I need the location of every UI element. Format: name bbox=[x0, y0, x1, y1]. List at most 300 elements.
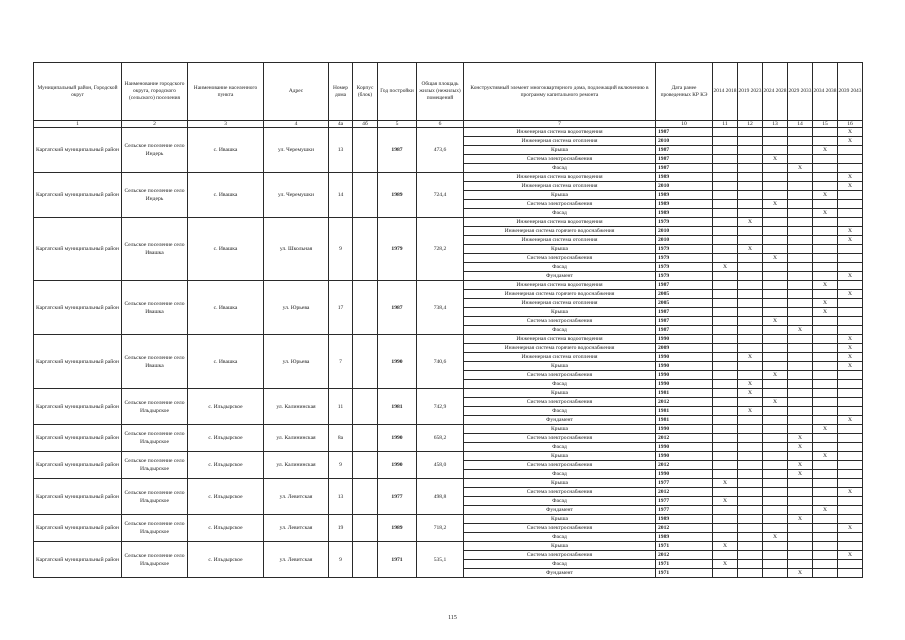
period-mark-cell bbox=[738, 425, 763, 434]
period-mark-cell: Х bbox=[838, 335, 863, 344]
period-mark-cell bbox=[788, 335, 813, 344]
period-mark-cell bbox=[813, 263, 838, 272]
structural-element-cell: Фундамент bbox=[464, 506, 656, 515]
period-mark-cell bbox=[713, 326, 738, 335]
locality-cell: с. Ивашка bbox=[188, 281, 264, 335]
period-mark-cell bbox=[738, 434, 763, 443]
district-cell: Каргатский муниципальный район bbox=[34, 425, 122, 452]
period-mark-cell bbox=[788, 137, 813, 146]
area-cell: 724,4 bbox=[417, 173, 464, 218]
header-row bbox=[34, 63, 863, 121]
prior-repair-date-cell: 1990 bbox=[656, 371, 713, 380]
header-cell: Конструктивный элемент многоквартирного дома, подлежащий включению в программу капитального ремонта bbox=[464, 63, 656, 121]
period-mark-cell bbox=[738, 524, 763, 533]
period-mark-cell bbox=[813, 560, 838, 569]
header-cell: Корпус (блок) bbox=[353, 63, 378, 121]
prior-repair-date-cell: 1989 bbox=[656, 173, 713, 182]
period-mark-cell bbox=[763, 515, 788, 524]
area-cell: 738,4 bbox=[417, 281, 464, 335]
period-mark-cell bbox=[838, 317, 863, 326]
period-mark-cell bbox=[788, 272, 813, 281]
period-mark-cell bbox=[713, 407, 738, 416]
settlement-cell: Сельское поселение село Ильдырское bbox=[122, 515, 188, 542]
period-mark-cell: Х bbox=[763, 533, 788, 542]
period-mark-cell bbox=[838, 371, 863, 380]
period-mark-cell bbox=[763, 164, 788, 173]
prior-repair-date-cell: 1977 bbox=[656, 479, 713, 488]
structural-element-cell: Инженерная система водоотведения bbox=[464, 281, 656, 290]
period-mark-cell: Х bbox=[813, 299, 838, 308]
prior-repair-date-cell: 1987 bbox=[656, 155, 713, 164]
build-year-cell: 1989 bbox=[378, 515, 417, 542]
period-mark-cell bbox=[788, 227, 813, 236]
header-cell: Номер дома bbox=[329, 63, 353, 121]
house-number-cell: 8а bbox=[329, 425, 353, 452]
prior-repair-date-cell: 1989 bbox=[656, 533, 713, 542]
district-cell: Каргатский муниципальный район bbox=[34, 452, 122, 479]
period-mark-cell bbox=[838, 479, 863, 488]
area-cell: 658,2 bbox=[417, 425, 464, 452]
period-mark-cell bbox=[738, 281, 763, 290]
prior-repair-date-cell: 2012 bbox=[656, 434, 713, 443]
district-cell: Каргатский муниципальный район bbox=[34, 173, 122, 218]
column-number: 2 bbox=[122, 121, 188, 128]
period-mark-cell bbox=[763, 236, 788, 245]
period-mark-cell bbox=[788, 353, 813, 362]
period-mark-cell bbox=[763, 227, 788, 236]
period-mark-cell bbox=[788, 290, 813, 299]
column-number: 7 bbox=[464, 121, 656, 128]
period-mark-cell bbox=[738, 155, 763, 164]
period-mark-cell: Х bbox=[838, 182, 863, 191]
period-mark-cell bbox=[713, 245, 738, 254]
prior-repair-date-cell: 1990 bbox=[656, 470, 713, 479]
period-mark-cell bbox=[763, 218, 788, 227]
prior-repair-date-cell: 2012 bbox=[656, 524, 713, 533]
street-cell: ул. Левитская bbox=[264, 479, 329, 515]
column-number: 11 bbox=[713, 121, 738, 128]
period-mark-cell bbox=[713, 173, 738, 182]
prior-repair-date-cell: 1977 bbox=[656, 506, 713, 515]
header-cell: Дата ранее проведенных КР КЭ bbox=[656, 63, 713, 121]
period-mark-cell bbox=[813, 200, 838, 209]
period-mark-cell bbox=[713, 155, 738, 164]
period-mark-cell bbox=[813, 551, 838, 560]
period-mark-cell bbox=[788, 533, 813, 542]
house-number-cell: 14 bbox=[329, 173, 353, 218]
structural-element-cell: Система электроснабжения bbox=[464, 254, 656, 263]
period-mark-cell bbox=[763, 335, 788, 344]
street-cell: ул. Левитская bbox=[264, 542, 329, 578]
structural-element-cell: Фасад bbox=[464, 560, 656, 569]
period-mark-cell bbox=[713, 515, 738, 524]
period-mark-cell bbox=[813, 128, 838, 137]
period-mark-cell bbox=[763, 569, 788, 578]
structural-element-cell: Фасад bbox=[464, 209, 656, 218]
period-mark-cell bbox=[713, 191, 738, 200]
area-cell: 458,0 bbox=[417, 452, 464, 479]
prior-repair-date-cell: 1981 bbox=[656, 407, 713, 416]
period-mark-cell bbox=[813, 335, 838, 344]
structural-element-cell: Инженерная система отопления bbox=[464, 353, 656, 362]
period-mark-cell: Х bbox=[813, 191, 838, 200]
period-mark-cell: Х bbox=[763, 155, 788, 164]
header-cell: Общая площадь жилых (нежилых) помещений bbox=[417, 63, 464, 121]
period-mark-cell: Х bbox=[813, 506, 838, 515]
prior-repair-date-cell: 2010 bbox=[656, 236, 713, 245]
period-mark-cell bbox=[738, 326, 763, 335]
period-mark-cell bbox=[713, 209, 738, 218]
period-mark-cell bbox=[838, 452, 863, 461]
period-mark-cell bbox=[838, 560, 863, 569]
period-mark-cell: Х bbox=[713, 542, 738, 551]
period-mark-cell bbox=[738, 443, 763, 452]
period-mark-cell bbox=[763, 425, 788, 434]
column-number: 13 bbox=[763, 121, 788, 128]
period-mark-cell bbox=[763, 524, 788, 533]
column-number: 15 bbox=[813, 121, 838, 128]
structural-element-cell: Система электроснабжения bbox=[464, 488, 656, 497]
period-mark-cell bbox=[738, 479, 763, 488]
period-mark-cell bbox=[763, 182, 788, 191]
block-cell bbox=[353, 335, 378, 389]
build-year-cell: 1987 bbox=[378, 281, 417, 335]
period-mark-cell: Х bbox=[838, 227, 863, 236]
prior-repair-date-cell: 2005 bbox=[656, 299, 713, 308]
column-number: 10 bbox=[656, 121, 713, 128]
header-cell: Наименование городского округа, городского (сельского) поселения bbox=[122, 63, 188, 121]
period-mark-cell bbox=[763, 146, 788, 155]
period-mark-cell bbox=[788, 191, 813, 200]
structural-element-cell: Фундамент bbox=[464, 272, 656, 281]
period-mark-cell: Х bbox=[813, 425, 838, 434]
prior-repair-date-cell: 1987 bbox=[656, 326, 713, 335]
prior-repair-date-cell: 1979 bbox=[656, 263, 713, 272]
prior-repair-date-cell: 1971 bbox=[656, 542, 713, 551]
district-cell: Каргатский муниципальный район bbox=[34, 218, 122, 281]
house-number-cell: 9 bbox=[329, 542, 353, 578]
period-mark-cell bbox=[813, 182, 838, 191]
period-mark-cell bbox=[788, 308, 813, 317]
district-cell: Каргатский муниципальный район bbox=[34, 542, 122, 578]
period-mark-cell bbox=[763, 362, 788, 371]
period-mark-cell bbox=[713, 488, 738, 497]
period-mark-cell: Х bbox=[763, 200, 788, 209]
period-mark-cell bbox=[838, 380, 863, 389]
period-mark-cell: Х bbox=[838, 551, 863, 560]
period-mark-cell bbox=[763, 434, 788, 443]
period-mark-cell bbox=[813, 245, 838, 254]
period-mark-cell: Х bbox=[838, 524, 863, 533]
table-row bbox=[34, 515, 863, 524]
period-mark-cell: Х bbox=[788, 164, 813, 173]
structural-element-cell: Крыша bbox=[464, 245, 656, 254]
structural-element-cell: Система электроснабжения bbox=[464, 398, 656, 407]
period-mark-cell: Х bbox=[813, 146, 838, 155]
settlement-cell: Сельское поселение село Ильдырское bbox=[122, 425, 188, 452]
build-year-cell: 1979 bbox=[378, 218, 417, 281]
area-cell: 742,9 bbox=[417, 389, 464, 425]
locality-cell: с. Ильдырское bbox=[188, 479, 264, 515]
locality-cell: с. Ильдырское bbox=[188, 452, 264, 479]
period-mark-cell bbox=[713, 416, 738, 425]
period-mark-cell: Х bbox=[838, 488, 863, 497]
structural-element-cell: Фасад bbox=[464, 470, 656, 479]
period-mark-cell bbox=[738, 236, 763, 245]
period-mark-cell bbox=[788, 299, 813, 308]
structural-element-cell: Система электроснабжения bbox=[464, 434, 656, 443]
column-number: 6 bbox=[417, 121, 464, 128]
period-mark-cell bbox=[713, 344, 738, 353]
period-mark-cell bbox=[788, 479, 813, 488]
period-mark-cell bbox=[813, 389, 838, 398]
period-mark-cell bbox=[763, 128, 788, 137]
period-mark-cell bbox=[813, 479, 838, 488]
prior-repair-date-cell: 2012 bbox=[656, 398, 713, 407]
prior-repair-date-cell: 1987 bbox=[656, 308, 713, 317]
period-mark-cell bbox=[738, 452, 763, 461]
period-mark-cell bbox=[763, 137, 788, 146]
period-mark-cell bbox=[838, 299, 863, 308]
period-mark-cell bbox=[813, 155, 838, 164]
period-mark-cell: Х bbox=[813, 281, 838, 290]
period-mark-cell bbox=[763, 281, 788, 290]
period-mark-cell bbox=[813, 254, 838, 263]
prior-repair-date-cell: 1987 bbox=[656, 317, 713, 326]
period-mark-cell bbox=[763, 443, 788, 452]
column-number: 14 bbox=[788, 121, 813, 128]
prior-repair-date-cell: 1971 bbox=[656, 569, 713, 578]
period-mark-cell: Х bbox=[838, 416, 863, 425]
street-cell: ул. Калининская bbox=[264, 389, 329, 425]
period-mark-cell bbox=[788, 389, 813, 398]
period-mark-cell bbox=[838, 263, 863, 272]
prior-repair-date-cell: 1981 bbox=[656, 389, 713, 398]
settlement-cell: Сельское поселение село Ильдырское bbox=[122, 542, 188, 578]
period-mark-cell bbox=[738, 461, 763, 470]
block-cell bbox=[353, 218, 378, 281]
period-mark-cell bbox=[763, 416, 788, 425]
period-mark-cell: Х bbox=[838, 173, 863, 182]
period-mark-cell bbox=[813, 218, 838, 227]
table-row bbox=[34, 281, 863, 290]
period-mark-cell bbox=[738, 344, 763, 353]
structural-element-cell: Инженерная система отопления bbox=[464, 137, 656, 146]
period-mark-cell bbox=[813, 380, 838, 389]
period-mark-cell bbox=[763, 344, 788, 353]
structural-element-cell: Крыша bbox=[464, 191, 656, 200]
period-mark-cell bbox=[813, 137, 838, 146]
period-mark-cell bbox=[813, 317, 838, 326]
period-mark-cell bbox=[763, 263, 788, 272]
period-mark-cell bbox=[838, 470, 863, 479]
period-mark-cell bbox=[738, 299, 763, 308]
period-mark-cell: Х bbox=[813, 209, 838, 218]
prior-repair-date-cell: 1979 bbox=[656, 254, 713, 263]
house-number-cell: 19 bbox=[329, 515, 353, 542]
prior-repair-date-cell: 2009 bbox=[656, 344, 713, 353]
period-mark-cell bbox=[813, 569, 838, 578]
period-mark-cell bbox=[738, 263, 763, 272]
structural-element-cell: Фасад bbox=[464, 380, 656, 389]
page-number: 115 bbox=[448, 615, 457, 621]
period-mark-cell: Х bbox=[813, 308, 838, 317]
prior-repair-date-cell: 1981 bbox=[656, 416, 713, 425]
period-mark-cell bbox=[813, 173, 838, 182]
period-mark-cell bbox=[738, 200, 763, 209]
structural-element-cell: Инженерная система водоотведения bbox=[464, 218, 656, 227]
period-mark-cell bbox=[813, 353, 838, 362]
period-mark-cell bbox=[838, 254, 863, 263]
header-cell: Год постройки bbox=[378, 63, 417, 121]
structural-element-cell: Фасад bbox=[464, 326, 656, 335]
prior-repair-date-cell: 1979 bbox=[656, 218, 713, 227]
structural-element-cell: Инженерная система отопления bbox=[464, 182, 656, 191]
period-mark-cell bbox=[813, 398, 838, 407]
period-mark-cell bbox=[813, 164, 838, 173]
period-mark-cell bbox=[788, 182, 813, 191]
period-mark-cell bbox=[813, 272, 838, 281]
period-mark-cell bbox=[788, 245, 813, 254]
prior-repair-date-cell: 1987 bbox=[656, 128, 713, 137]
period-mark-cell bbox=[813, 461, 838, 470]
period-mark-cell bbox=[738, 506, 763, 515]
period-mark-cell bbox=[713, 227, 738, 236]
table-row bbox=[34, 218, 863, 227]
structural-element-cell: Система электроснабжения bbox=[464, 317, 656, 326]
period-mark-cell bbox=[738, 128, 763, 137]
period-mark-cell bbox=[813, 515, 838, 524]
period-mark-cell bbox=[713, 524, 738, 533]
structural-element-cell: Крыша bbox=[464, 479, 656, 488]
structural-element-cell: Инженерная система водоотведения bbox=[464, 173, 656, 182]
structural-element-cell: Фасад bbox=[464, 443, 656, 452]
structural-element-cell: Система электроснабжения bbox=[464, 155, 656, 164]
prior-repair-date-cell: 1990 bbox=[656, 425, 713, 434]
area-cell: 740,6 bbox=[417, 335, 464, 389]
period-mark-cell bbox=[813, 407, 838, 416]
settlement-cell: Сельское поселение село Ивашка bbox=[122, 335, 188, 389]
prior-repair-date-cell: 1990 bbox=[656, 335, 713, 344]
header-cell: 2024 2028 bbox=[763, 63, 788, 121]
period-mark-cell bbox=[813, 290, 838, 299]
period-mark-cell bbox=[838, 569, 863, 578]
period-mark-cell: Х bbox=[788, 470, 813, 479]
period-mark-cell bbox=[838, 515, 863, 524]
period-mark-cell bbox=[788, 200, 813, 209]
period-mark-cell bbox=[838, 200, 863, 209]
period-mark-cell: Х bbox=[763, 254, 788, 263]
locality-cell: с. Ильдырское bbox=[188, 515, 264, 542]
period-mark-cell: Х bbox=[838, 353, 863, 362]
table-row bbox=[34, 479, 863, 488]
period-mark-cell bbox=[738, 146, 763, 155]
period-mark-cell bbox=[713, 506, 738, 515]
period-mark-cell: Х bbox=[788, 326, 813, 335]
block-cell bbox=[353, 452, 378, 479]
house-number-cell: 13 bbox=[329, 479, 353, 515]
period-mark-cell bbox=[763, 407, 788, 416]
prior-repair-date-cell: 1987 bbox=[656, 146, 713, 155]
period-mark-cell bbox=[813, 497, 838, 506]
prior-repair-date-cell: 2012 bbox=[656, 461, 713, 470]
build-year-cell: 1990 bbox=[378, 425, 417, 452]
structural-element-cell: Фундамент bbox=[464, 569, 656, 578]
settlement-cell: Сельское поселение село Ивашка bbox=[122, 218, 188, 281]
area-cell: 728,2 bbox=[417, 218, 464, 281]
build-year-cell: 1981 bbox=[378, 389, 417, 425]
period-mark-cell bbox=[763, 488, 788, 497]
period-mark-cell bbox=[738, 362, 763, 371]
period-mark-cell bbox=[713, 254, 738, 263]
structural-element-cell: Система электроснабжения bbox=[464, 524, 656, 533]
period-mark-cell bbox=[738, 317, 763, 326]
prior-repair-date-cell: 2010 bbox=[656, 137, 713, 146]
period-mark-cell bbox=[763, 308, 788, 317]
period-mark-cell bbox=[713, 353, 738, 362]
header-cell: 2029 2033 bbox=[788, 63, 813, 121]
header-cell: 2039 2043 bbox=[838, 63, 863, 121]
period-mark-cell: Х bbox=[738, 380, 763, 389]
structural-element-cell: Система электроснабжения bbox=[464, 461, 656, 470]
prior-repair-date-cell: 1989 bbox=[656, 191, 713, 200]
period-mark-cell bbox=[713, 551, 738, 560]
district-cell: Каргатский муниципальный район bbox=[34, 128, 122, 173]
house-number-cell: 13 bbox=[329, 128, 353, 173]
period-mark-cell bbox=[838, 497, 863, 506]
structural-element-cell: Фасад bbox=[464, 497, 656, 506]
table-body bbox=[34, 128, 863, 578]
build-year-cell: 1971 bbox=[378, 542, 417, 578]
period-mark-cell bbox=[788, 209, 813, 218]
period-mark-cell: Х bbox=[813, 452, 838, 461]
period-mark-cell bbox=[763, 173, 788, 182]
prior-repair-date-cell: 1987 bbox=[656, 164, 713, 173]
structural-element-cell: Система электроснабжения bbox=[464, 200, 656, 209]
period-mark-cell bbox=[838, 155, 863, 164]
area-cell: 498,8 bbox=[417, 479, 464, 515]
street-cell: ул. Юрьева bbox=[264, 281, 329, 335]
period-mark-cell bbox=[838, 218, 863, 227]
house-number-cell: 9 bbox=[329, 218, 353, 281]
settlement-cell: Сельское поселение село Индерь bbox=[122, 128, 188, 173]
column-number: 4а bbox=[329, 121, 353, 128]
structural-element-cell: Крыша bbox=[464, 146, 656, 155]
column-number: 3 bbox=[188, 121, 264, 128]
district-cell: Каргатский муниципальный район bbox=[34, 389, 122, 425]
locality-cell: с. Ильдырское bbox=[188, 389, 264, 425]
house-number-cell: 7 bbox=[329, 335, 353, 389]
period-mark-cell bbox=[813, 533, 838, 542]
period-mark-cell bbox=[788, 344, 813, 353]
period-mark-cell bbox=[738, 515, 763, 524]
period-mark-cell bbox=[788, 155, 813, 164]
prior-repair-date-cell: 2010 bbox=[656, 227, 713, 236]
period-mark-cell: Х bbox=[738, 389, 763, 398]
period-mark-cell bbox=[713, 164, 738, 173]
header-cell: Адрес bbox=[264, 63, 329, 121]
period-mark-cell bbox=[738, 398, 763, 407]
block-cell bbox=[353, 128, 378, 173]
period-mark-cell bbox=[788, 128, 813, 137]
structural-element-cell: Крыша bbox=[464, 308, 656, 317]
settlement-cell: Сельское поселение село Ильдырское bbox=[122, 389, 188, 425]
period-mark-cell bbox=[788, 524, 813, 533]
column-number: 4б bbox=[353, 121, 378, 128]
structural-element-cell: Фасад bbox=[464, 407, 656, 416]
period-mark-cell bbox=[738, 488, 763, 497]
period-mark-cell bbox=[713, 434, 738, 443]
